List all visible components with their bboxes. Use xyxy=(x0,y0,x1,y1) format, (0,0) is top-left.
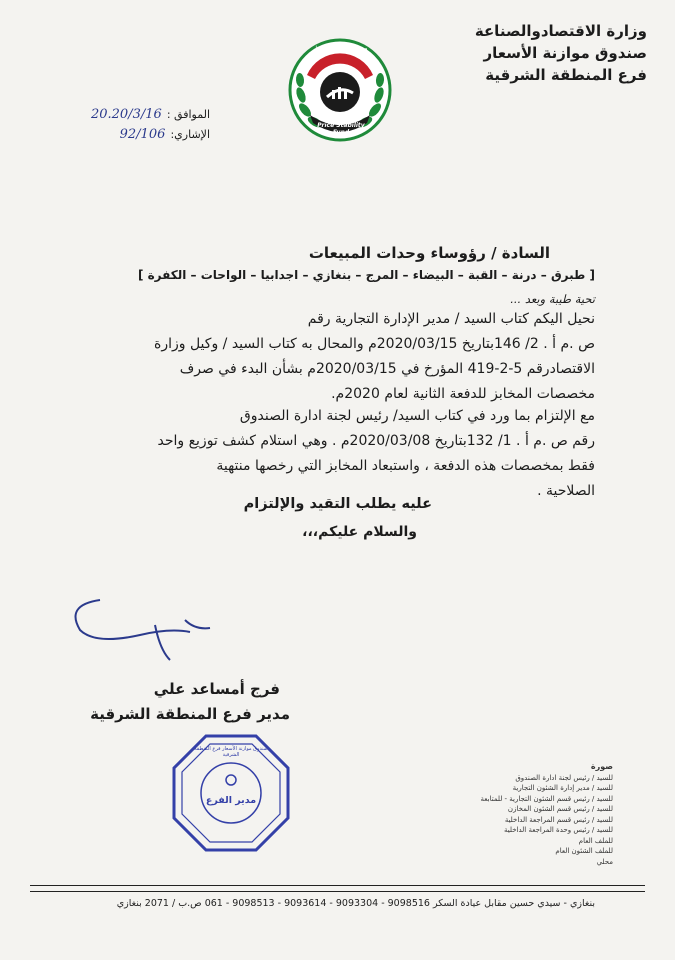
copies-item-7: للملف العام xyxy=(578,836,613,845)
para1-line-4: مخصصات المخابز للدفعة الثانية لعام 2020م. xyxy=(331,386,595,402)
para2-line-1: مع الإلتزام بما ورد في كتاب السيد/ رئيس لجنة ادارة الصندوق xyxy=(239,408,595,424)
copies-item-6: للسيد / رئيس وحدة المراجعة الداخلية xyxy=(504,826,613,834)
copies-item-9: محلي xyxy=(596,857,613,866)
copies-item-5: للسيد / رئيس قسم المراجعة الداخلية xyxy=(504,815,613,824)
stamp-center-text: مدير الفرع xyxy=(205,795,257,806)
date-row xyxy=(30,103,210,123)
copies-item-8: للملف الشئون العام xyxy=(555,847,613,855)
signatory-name: فرج أمساعد علي xyxy=(153,680,280,698)
signatory-title: مدير فرع المنطقة الشرقية xyxy=(90,705,290,723)
copies-item-4: للسيد / رئيس قسم الشئون المخازن xyxy=(507,805,613,813)
footer-rule-top xyxy=(30,885,645,886)
body-paragraph-1 xyxy=(75,307,595,407)
reference-block xyxy=(30,103,210,143)
copies-item-2: للسيد / مدير إدارة الشئون التجارية xyxy=(512,784,613,792)
logo-arc-text: صندوق موازنة الأسعار xyxy=(312,45,368,52)
stamp-ring-text: صندوق موازنة الأسعار فرع المنطقة الشرقية xyxy=(194,746,268,758)
copies-header: صورة xyxy=(590,762,613,771)
addressee-title: السادة / رؤوساء وحدات المبيعات xyxy=(308,244,550,262)
letterhead-ministry: وزارة الاقتصادوالصناعة xyxy=(474,22,647,40)
para2-line-4: الصلاحية . xyxy=(537,483,595,499)
letterhead-branch: فرع المنطقة الشرقية xyxy=(485,66,647,84)
closing-line-2: والسلام عليكم،،، xyxy=(302,524,417,540)
letterhead xyxy=(407,20,647,86)
para2-line-2: رقم ص .م أ . 1/ 132بتاريخ 2020/03/08م . وهي استلام كشف توزيع واحد xyxy=(157,433,595,449)
letterhead-fund: صندوق موازنة الأسعار xyxy=(483,44,647,62)
date-value: 20.20/3/16 xyxy=(90,107,162,122)
para1-line-3: الاقتصادرقم 5-2-419 المؤرخ في 2020/03/15م بشأن البدء في صرف xyxy=(179,361,595,377)
para1-line-1: نحيل اليكم كتاب السيد / مدير الإدارة التجارية رقم xyxy=(307,311,595,327)
fund-logo xyxy=(285,35,395,145)
signature xyxy=(60,590,260,670)
copies-item-1: للسيد / رئيس لجنة ادارة الصندوق xyxy=(515,773,613,782)
ref-value: 92/106 xyxy=(119,127,166,142)
body-paragraph-2 xyxy=(75,404,595,504)
para1-line-2: ص .م أ . 2/ 146بتاريخ 2020/03/15م والمحال به كتاب السيد / وكيل وزارة xyxy=(154,336,595,352)
footer-rule-bottom xyxy=(30,891,645,892)
addressee-cities: [ طبرق – درنة – القبة – البيضاء – المرج – بنغازي – اجدابيا – الواحات – الكفرة ] xyxy=(137,268,595,282)
date-label: الموافق : xyxy=(166,108,210,121)
footer-address: بنغازي - سيدي حسين مقابل عيادة السكر 9098516 - 9093304 - 9093614 - 9098513 - 061 ص.ب / 2071 بنغازي xyxy=(116,898,595,909)
copies-list xyxy=(448,762,613,867)
ref-row xyxy=(30,123,210,143)
para2-line-3: فقط بمخصصات هذه الدفعة ، واستبعاد المخابز التي رخصها منتهية xyxy=(216,458,595,474)
logo-english-text: Price Stability Fund xyxy=(317,122,365,136)
ref-label: الإشاري: xyxy=(170,128,210,141)
copies-item-3: للسيد / رئيس قسم الشئون التجارية - للمتابعة xyxy=(480,794,613,803)
greeting: تحية طيبة وبعد ... xyxy=(510,292,595,306)
closing-line-1: عليه يطلب التقيد والإلتزام xyxy=(243,496,432,512)
official-stamp xyxy=(170,732,292,854)
